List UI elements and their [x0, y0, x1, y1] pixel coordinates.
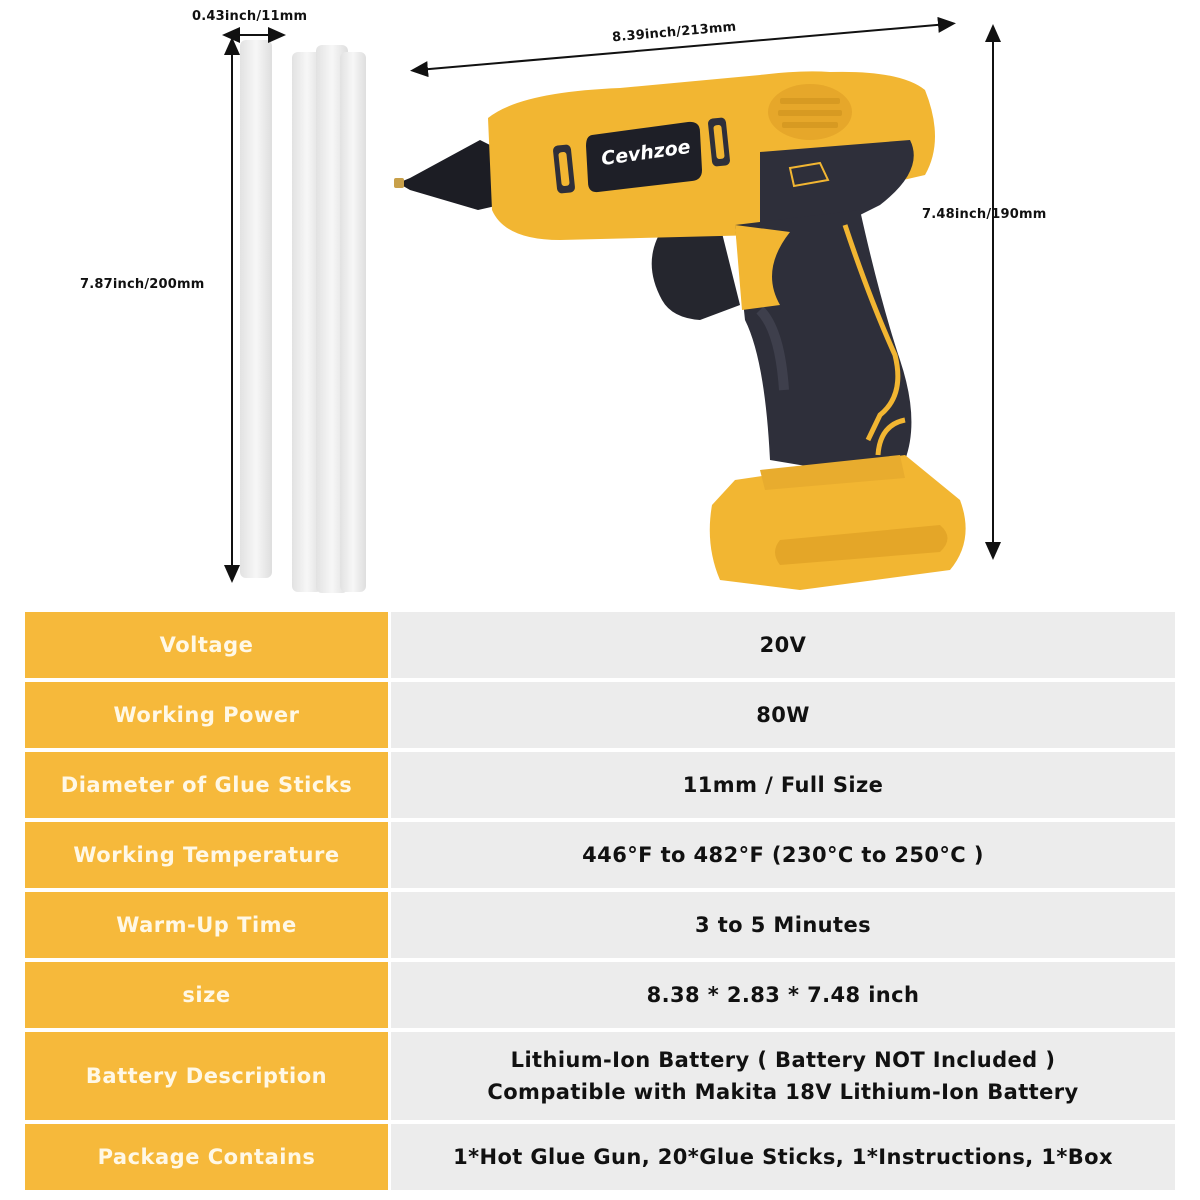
spec-value [391, 962, 1175, 1028]
spec-value-text: 20V [759, 633, 807, 657]
spec-label: Battery Description [25, 1032, 388, 1120]
spec-label: Warm-Up Time [25, 892, 388, 958]
spec-value [391, 1032, 1175, 1120]
spec-value-text: 80W [756, 703, 810, 727]
spec-value-text: Lithium-Ion Battery ( Battery NOT Included ) [510, 1048, 1056, 1072]
spec-row-size [25, 962, 1175, 1028]
glue-stick-single [240, 40, 272, 578]
stick-length-label: 7.87inch/200mm [80, 277, 205, 292]
spec-value [391, 1124, 1175, 1190]
spec-label: Working Temperature [25, 822, 388, 888]
spec-value-text: 11mm / Full Size [682, 773, 884, 797]
spec-row-package-contains [25, 1124, 1175, 1190]
spec-value [391, 612, 1175, 678]
spec-label: Working Power [25, 682, 388, 748]
spec-value [391, 682, 1175, 748]
spec-row-glue-stick-diameter [25, 752, 1175, 818]
spec-value [391, 752, 1175, 818]
spec-row-working-temperature [25, 822, 1175, 888]
gun-height-label: 7.48inch/190mm [922, 207, 1047, 222]
spec-label: size [25, 962, 388, 1028]
spec-table [25, 612, 1175, 1194]
spec-value-text: 3 to 5 Minutes [695, 913, 871, 937]
spec-label: Package Contains [25, 1124, 388, 1190]
brand-logo-text: Cevhzoe [599, 135, 692, 171]
stick-diameter-label: 0.43inch/11mm [192, 9, 308, 24]
spec-label: Diameter of Glue Sticks [25, 752, 388, 818]
spec-row-warm-up-time [25, 892, 1175, 958]
spec-value [391, 892, 1175, 958]
spec-value-text: 8.38 * 2.83 * 7.48 inch [646, 983, 920, 1007]
spec-row-working-power [25, 682, 1175, 748]
spec-value [391, 822, 1175, 888]
spec-value-text: 1*Hot Glue Gun, 20*Glue Sticks, 1*Instructions, 1*Box [453, 1145, 1113, 1169]
spec-row-voltage [25, 612, 1175, 678]
spec-label: Voltage [25, 612, 388, 678]
spec-value-text: 446°F to 482°F (230°C to 250°C ) [582, 843, 984, 867]
spec-value-text-line2: Compatible with Makita 18V Lithium-Ion Battery [487, 1080, 1079, 1104]
glue-stick-bundle [292, 45, 366, 593]
spec-row-battery-description [25, 1032, 1175, 1120]
gun-length-label: 8.39inch/213mm [611, 19, 737, 46]
